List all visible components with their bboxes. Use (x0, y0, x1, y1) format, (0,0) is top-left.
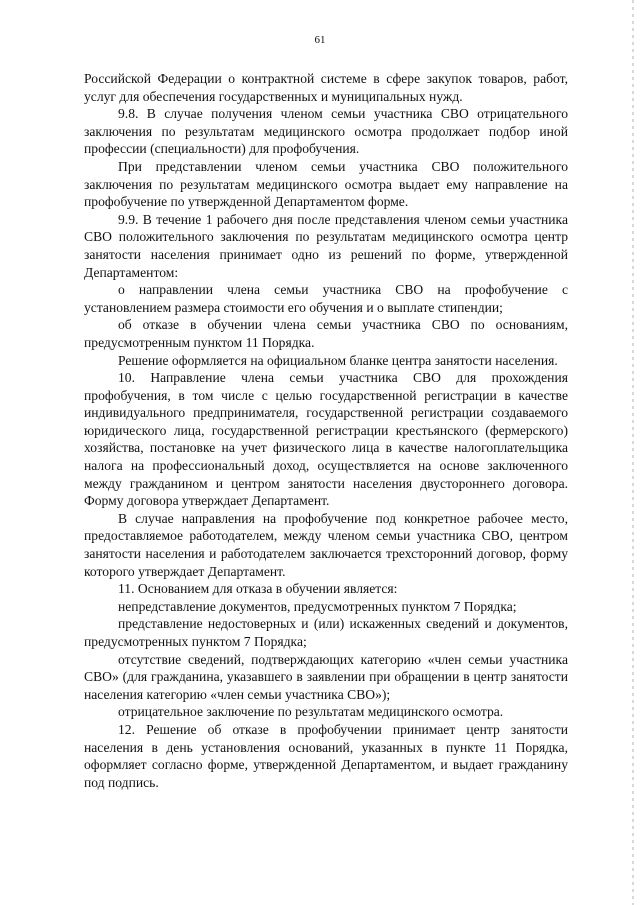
paragraph-11-ground-d: отрицательное заключение по результатам медицинского осмотра. (118, 704, 504, 720)
paragraph-11-ground-c: отсутствие сведений, подтверждающих категорию «член семьи участника СВО» (для гражданина, указавшего в заявлении при обращении в центр занятости населения категорию «член семьи участника СВО»); (84, 651, 568, 702)
paragraph-decision-form: Решение оформляется на официальном бланке центра занятости населения. (118, 352, 558, 368)
paragraph-decision-direction: о направлении члена семьи участника СВО на профобучение с установлением размера стоимости его обучения и о выплате стипендии; (84, 282, 568, 315)
paragraph-10: 10. Направление члена семьи участника СВО для прохождения профобучения, в том числе с целью государственной регистрации в качестве индивидуального предпринимателя, государственной регистрации создаваемого юридического лица, государственной регистрации крестьянского (фермерского) хозяйства, постановке на учет физического лица в качестве налогоплательщика налога на профессиональный доход, осуществляется на основе заключенного между гражданином и центром занятости населения двустороннего договора. Форму договора утверждает Департамент. (84, 370, 568, 509)
document-body (84, 70, 568, 791)
paragraph-trilateral-contract: В случае направления на профобучение под конкретное рабочее место, предоставляемое работодателем, между членом семьи участника СВО, центром занятости населения и работодателем заключается трехсторонний договор, форму которого утверждает Департамент. (84, 510, 568, 579)
paragraph-9-8: 9.8. В случае получения членом семьи участника СВО отрицательного заключения по результатам медицинского осмотра продолжает подбор иной профессии (специальности) для профобучения. (84, 106, 568, 157)
paragraph-11-ground-a: непредставление документов, предусмотренных пунктом 7 Порядка; (118, 598, 517, 614)
scan-edge-artifact (632, 0, 634, 905)
paragraph-decision-refusal: об отказе в обучении члена семьи участника СВО по основаниям, предусмотренным пунктом 11 Порядка. (84, 317, 568, 350)
paragraph-positive-conclusion: При представлении членом семьи участника СВО положительного заключения по результатам медицинского осмотра выдает ему направление на профобучение по утвержденной Департаментом форме. (84, 158, 568, 210)
paragraph-11-ground-b: представление недостоверных и (или) искаженных сведений и документов, предусмотренных пунктом 7 Порядка; (84, 616, 568, 649)
page-number: 61 (314, 34, 326, 46)
paragraph-9-9: 9.9. В течение 1 рабочего дня после представления членом семьи участника СВО положительного заключения по результатам медицинского осмотра центр занятости населения принимает одно из решений по форме, утвержденной Департаментом: (84, 211, 568, 280)
paragraph-11: 11. Основанием для отказа в обучении является: (118, 581, 398, 597)
paragraph-continuation: Российской Федерации о контрактной системе в сфере закупок товаров, работ, услуг для обеспечения государственных и муниципальных нужд. (84, 71, 568, 104)
paragraph-12: 12. Решение об отказе в профобучении принимает центр занятости населения в день установления оснований, указанных в пункте 11 Порядка, оформляет согласно форме, утвержденной Департаментом, и выдает гражданину под подпись. (84, 721, 568, 790)
